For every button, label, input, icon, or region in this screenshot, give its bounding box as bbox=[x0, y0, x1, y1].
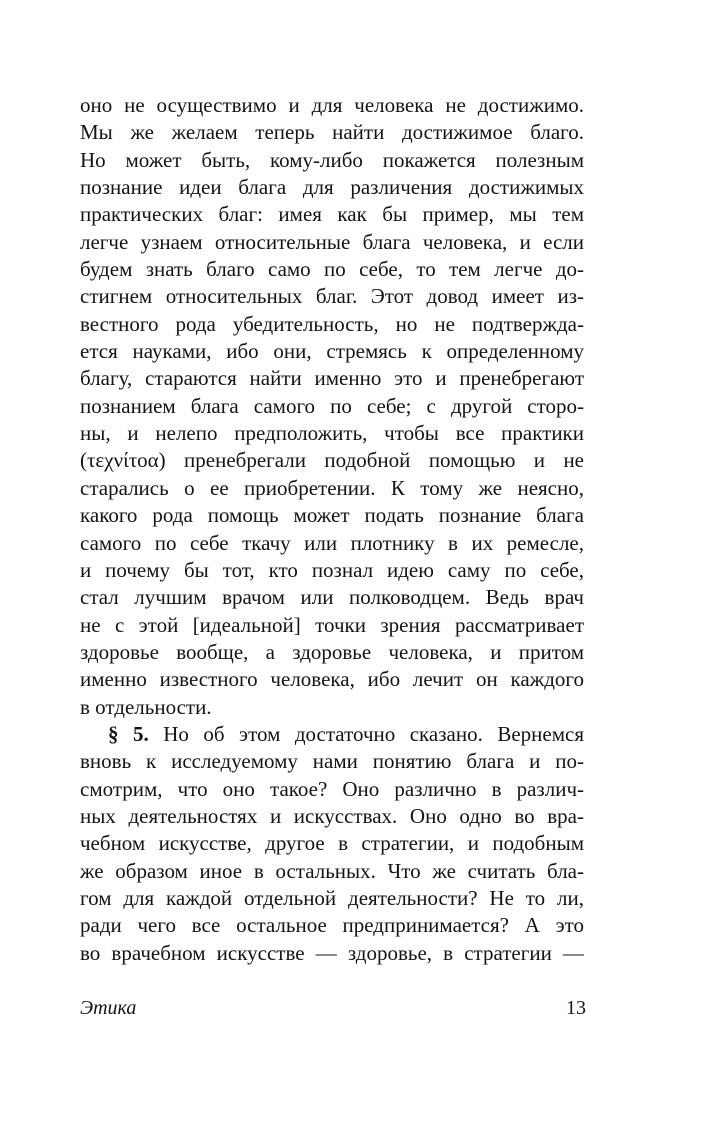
text-line: ных деятельностях и искусствах. Оно одно во вра- bbox=[80, 803, 584, 828]
text-line: легче узнаем относительные блага человека, и если bbox=[80, 229, 584, 254]
text-line: ради чего все остальное предпринимается? А это bbox=[80, 913, 584, 938]
body-text bbox=[80, 92, 584, 967]
text-line: не с этой [идеальной] точки зрения рассматривает bbox=[80, 612, 584, 637]
text-line: (τεχνίτοα) пренебрегали подобной помощью и не bbox=[80, 448, 584, 473]
text-line: ны, и нелепо предположить, чтобы все практики bbox=[80, 421, 584, 446]
text-line: ется науками, ибо они, стремясь к определенному bbox=[80, 339, 584, 364]
page-number: 13 bbox=[566, 997, 586, 1019]
text-line: чебном искусстве, другое в стратегии, и подобным bbox=[80, 831, 584, 856]
text-line: же образом иное в остальных. Что же считать бла- bbox=[80, 858, 584, 883]
text-line: старались о ее приобретении. К тому же неясно, bbox=[80, 475, 584, 500]
text-line: и почему бы тот, кто познал идею саму по себе, bbox=[80, 557, 584, 582]
text-line: самого по себе ткачу или плотнику в их ремесле, bbox=[80, 530, 584, 555]
text-line: Но может быть, кому-либо покажется полезным bbox=[80, 147, 584, 172]
text-line: оно не осуществимо и для человека не достижимо. bbox=[80, 93, 584, 117]
page-footer bbox=[80, 996, 586, 1020]
text-line: во врачебном искусстве — здоровье, в стратегии — bbox=[80, 940, 584, 965]
text-line: в отдельности. bbox=[80, 694, 212, 719]
text-line: вестного рода убедительность, но не подтвержда- bbox=[80, 311, 584, 336]
section-marker: § 5. bbox=[108, 721, 149, 746]
text-line: познание идеи блага для различения достижимых bbox=[80, 175, 584, 200]
text-line: благу, стараются найти именно это и пренебрегают bbox=[80, 366, 584, 391]
text-line: именно известного человека, ибо лечит он каждого bbox=[80, 667, 584, 692]
text-line: стигнем относительных благ. Этот довод имеет из- bbox=[80, 284, 584, 309]
running-footer-title: Этика bbox=[80, 997, 137, 1019]
text-line: смотрим, что оно такое? Оно различно в различ- bbox=[80, 776, 584, 801]
text-line: практических благ: имея как бы пример, мы тем bbox=[80, 202, 584, 227]
text-line: здоровье вообще, а здоровье человека, и притом bbox=[80, 639, 584, 664]
text-line: будем знать благо само по себе, то тем легче до- bbox=[80, 257, 584, 282]
text-line: вновь к исследуемому нами понятию блага и по- bbox=[80, 749, 584, 774]
text-line: какого рода помощь может подать познание блага bbox=[80, 503, 584, 528]
text-line: Мы же желаем теперь найти достижимое благо. bbox=[80, 120, 584, 145]
text-line: стал лучшим врачом или полководцем. Ведь врач bbox=[80, 585, 584, 610]
text-line: гом для каждой отдельной деятельности? Не то ли, bbox=[80, 885, 584, 910]
text-line: познанием блага самого по себе; с другой сторо- bbox=[80, 393, 584, 418]
text-line: § 5. Но об этом достаточно сказано. Вернемся bbox=[108, 721, 584, 746]
